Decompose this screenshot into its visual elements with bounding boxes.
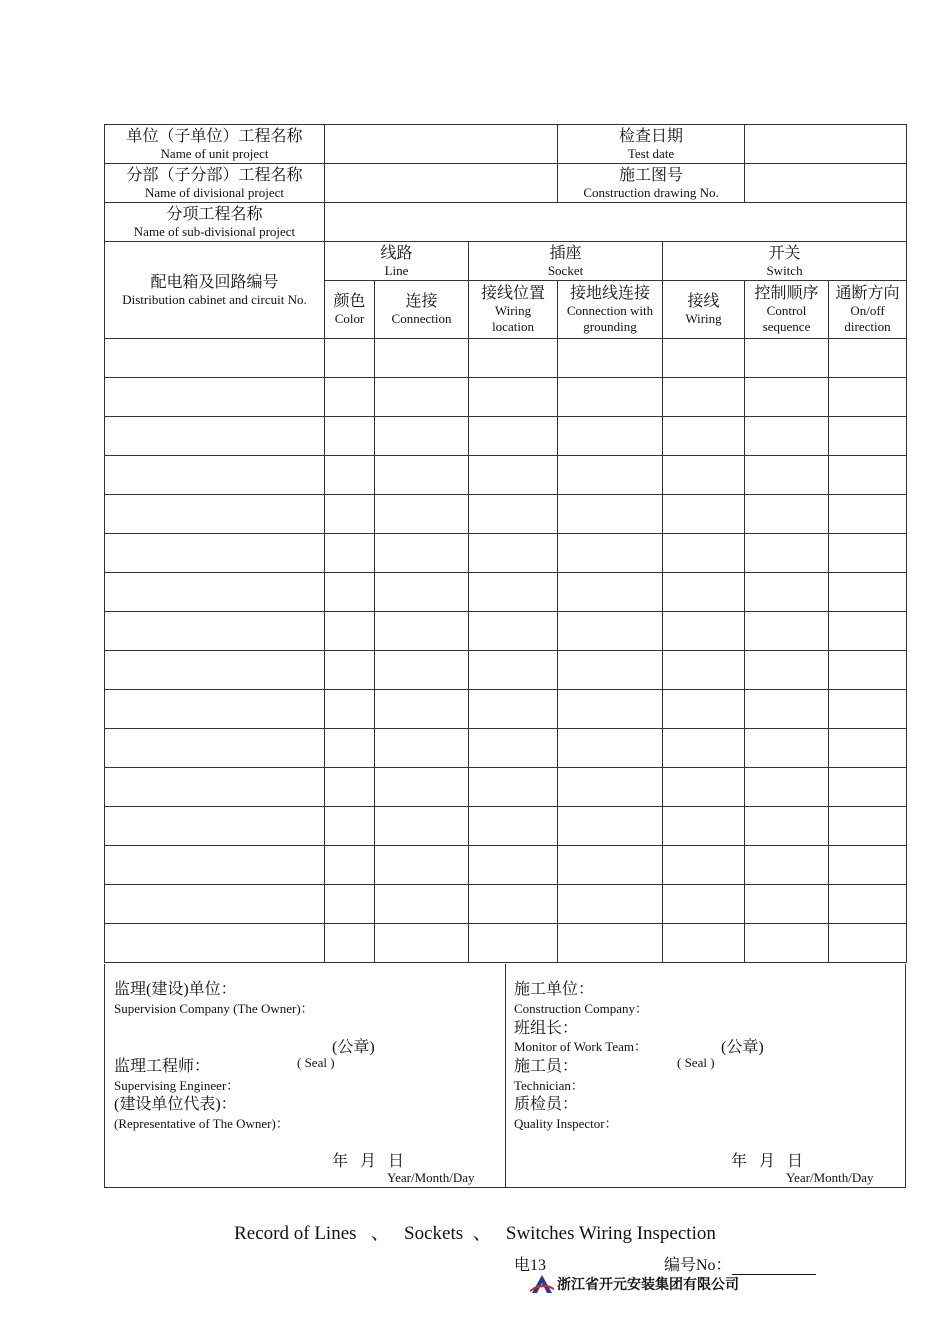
table-cell[interactable] bbox=[105, 495, 325, 534]
table-cell[interactable] bbox=[558, 417, 663, 456]
construction-company-label: 施工单位： bbox=[514, 981, 595, 998]
table-cell[interactable] bbox=[663, 573, 745, 612]
company-brand bbox=[530, 1274, 739, 1294]
table-cell[interactable] bbox=[469, 573, 558, 612]
divisional-project-value[interactable] bbox=[325, 164, 558, 203]
table-cell[interactable] bbox=[558, 768, 663, 807]
quality-inspector-label-en: Quality Inspector： bbox=[514, 1116, 618, 1131]
drawing-no-value[interactable] bbox=[745, 164, 907, 203]
table-cell[interactable] bbox=[663, 378, 745, 417]
table-cell[interactable] bbox=[829, 456, 907, 495]
table-cell[interactable] bbox=[745, 807, 829, 846]
table-cell[interactable] bbox=[325, 417, 375, 456]
table-cell[interactable] bbox=[469, 534, 558, 573]
supervision-date-label-en: Year/Month/Day bbox=[387, 1170, 475, 1185]
table-cell[interactable] bbox=[829, 573, 907, 612]
table-cell[interactable] bbox=[325, 534, 375, 573]
inspection-form bbox=[104, 124, 906, 963]
table-cell[interactable] bbox=[663, 807, 745, 846]
table-cell[interactable] bbox=[663, 690, 745, 729]
table-cell[interactable] bbox=[663, 651, 745, 690]
table-cell[interactable] bbox=[829, 534, 907, 573]
table-row bbox=[105, 573, 907, 612]
table-cell[interactable] bbox=[558, 534, 663, 573]
company-name: 浙江省开元安装集团有限公司 bbox=[557, 1277, 739, 1293]
table-cell[interactable] bbox=[745, 612, 829, 651]
quality-inspector-label: 质检员： bbox=[514, 1096, 579, 1113]
table-cell[interactable] bbox=[105, 534, 325, 573]
supervision-signature-block bbox=[105, 964, 506, 1187]
table-cell[interactable] bbox=[105, 378, 325, 417]
owner-representative-label: (建设单位代表)： bbox=[114, 1096, 237, 1113]
table-cell[interactable] bbox=[105, 573, 325, 612]
table-cell[interactable] bbox=[558, 885, 663, 924]
table-cell[interactable] bbox=[469, 690, 558, 729]
technician-label: 施工员： bbox=[514, 1058, 579, 1075]
table-cell[interactable] bbox=[745, 846, 829, 885]
table-cell[interactable] bbox=[558, 573, 663, 612]
table-cell[interactable] bbox=[745, 885, 829, 924]
table-cell[interactable] bbox=[663, 417, 745, 456]
table-cell[interactable] bbox=[469, 846, 558, 885]
table-row bbox=[105, 807, 907, 846]
subdivisional-project-value[interactable] bbox=[325, 203, 907, 242]
table-cell[interactable] bbox=[105, 807, 325, 846]
cabinet-circuit-header: 配电箱及回路编号 Distribution cabinet and circuit No. bbox=[105, 242, 325, 339]
table-cell[interactable] bbox=[105, 729, 325, 768]
unit-project-label: 单位（子单位）工程名称 Name of unit project bbox=[105, 125, 325, 164]
form-title: Record of Lines 、 Sockets 、 Switches Wiring Inspection bbox=[234, 1223, 716, 1244]
table-cell[interactable] bbox=[325, 885, 375, 924]
supervision-seal-label-en: ( Seal ) bbox=[297, 1055, 335, 1070]
signature-section bbox=[104, 964, 906, 1188]
table-row bbox=[105, 651, 907, 690]
grounding-header: 接地线连接 Connection with grounding bbox=[558, 281, 663, 339]
table-cell[interactable] bbox=[375, 612, 469, 651]
table-cell[interactable] bbox=[663, 846, 745, 885]
table-cell[interactable] bbox=[745, 924, 829, 963]
table-cell[interactable] bbox=[325, 807, 375, 846]
table-cell[interactable] bbox=[829, 378, 907, 417]
table-cell[interactable] bbox=[558, 924, 663, 963]
table-cell[interactable] bbox=[745, 495, 829, 534]
table-cell[interactable] bbox=[375, 573, 469, 612]
table-cell[interactable] bbox=[663, 924, 745, 963]
supervision-date-label: 年 月 日 bbox=[332, 1153, 405, 1170]
form-number-field[interactable] bbox=[732, 1259, 816, 1275]
table-cell[interactable] bbox=[745, 729, 829, 768]
table-cell[interactable] bbox=[375, 534, 469, 573]
table-cell[interactable] bbox=[375, 651, 469, 690]
table-cell[interactable] bbox=[469, 768, 558, 807]
table-cell[interactable] bbox=[469, 417, 558, 456]
table-cell[interactable] bbox=[105, 885, 325, 924]
table-cell[interactable] bbox=[469, 495, 558, 534]
table-cell[interactable] bbox=[325, 846, 375, 885]
table-cell[interactable] bbox=[829, 339, 907, 378]
table-cell[interactable] bbox=[829, 690, 907, 729]
table-cell[interactable] bbox=[663, 729, 745, 768]
table-row bbox=[105, 417, 907, 456]
table-row bbox=[105, 612, 907, 651]
supervising-engineer-label: 监理工程师： bbox=[114, 1058, 211, 1075]
table-row bbox=[105, 495, 907, 534]
subdivisional-project-label: 分项工程名称 Name of sub-divisional project bbox=[105, 203, 325, 242]
table-cell[interactable] bbox=[325, 924, 375, 963]
table-cell[interactable] bbox=[375, 417, 469, 456]
table-cell[interactable] bbox=[829, 924, 907, 963]
construction-signature-block bbox=[505, 964, 905, 1187]
table-cell[interactable] bbox=[558, 495, 663, 534]
supervising-engineer-label-en: Supervising Engineer： bbox=[114, 1078, 240, 1093]
table-cell[interactable] bbox=[558, 651, 663, 690]
table-cell[interactable] bbox=[105, 651, 325, 690]
table-cell[interactable] bbox=[105, 417, 325, 456]
table-cell[interactable] bbox=[325, 729, 375, 768]
table-cell[interactable] bbox=[745, 378, 829, 417]
table-cell[interactable] bbox=[558, 690, 663, 729]
table-cell[interactable] bbox=[829, 846, 907, 885]
table-cell[interactable] bbox=[829, 612, 907, 651]
table-cell[interactable] bbox=[829, 417, 907, 456]
table-row bbox=[105, 768, 907, 807]
connection-header: 连接 Connection bbox=[375, 281, 469, 339]
wiring-location-header: 接线位置 Wiring location bbox=[469, 281, 558, 339]
table-cell[interactable] bbox=[558, 456, 663, 495]
team-monitor-label-en: Monitor of Work Team： bbox=[514, 1039, 647, 1054]
table-cell[interactable] bbox=[325, 339, 375, 378]
table-cell[interactable] bbox=[325, 573, 375, 612]
table-cell[interactable] bbox=[745, 690, 829, 729]
table-cell[interactable] bbox=[745, 573, 829, 612]
table-cell[interactable] bbox=[375, 807, 469, 846]
table-cell[interactable] bbox=[558, 378, 663, 417]
table-cell[interactable] bbox=[469, 807, 558, 846]
table-cell[interactable] bbox=[663, 339, 745, 378]
table-cell[interactable] bbox=[375, 339, 469, 378]
table-cell[interactable] bbox=[745, 417, 829, 456]
construction-seal-label-en: ( Seal ) bbox=[677, 1055, 715, 1070]
table-cell[interactable] bbox=[469, 924, 558, 963]
owner-representative-label-en: (Representative of The Owner)： bbox=[114, 1116, 289, 1131]
line-group-header: 线路 Line bbox=[325, 242, 469, 281]
table-cell[interactable] bbox=[375, 924, 469, 963]
technician-label-en: Technician： bbox=[514, 1078, 584, 1093]
company-logo-icon bbox=[530, 1274, 554, 1294]
socket-group-header: 插座 Socket bbox=[469, 242, 663, 281]
unit-project-value[interactable] bbox=[325, 125, 558, 164]
table-cell[interactable] bbox=[105, 456, 325, 495]
table-row bbox=[105, 339, 907, 378]
table-cell[interactable] bbox=[325, 612, 375, 651]
table-cell[interactable] bbox=[469, 729, 558, 768]
table-cell[interactable] bbox=[558, 729, 663, 768]
test-date-label: 检查日期 Test date bbox=[558, 125, 745, 164]
table-row bbox=[105, 456, 907, 495]
table-cell[interactable] bbox=[375, 378, 469, 417]
table-cell[interactable] bbox=[325, 651, 375, 690]
wiring-header: 接线 Wiring bbox=[663, 281, 745, 339]
test-date-value[interactable] bbox=[745, 125, 907, 164]
color-header: 颜色 Color bbox=[325, 281, 375, 339]
table-cell[interactable] bbox=[558, 612, 663, 651]
table-cell[interactable] bbox=[375, 846, 469, 885]
table-cell[interactable] bbox=[829, 807, 907, 846]
table-cell[interactable] bbox=[745, 456, 829, 495]
table-cell[interactable] bbox=[375, 768, 469, 807]
table-cell[interactable] bbox=[663, 768, 745, 807]
table-cell[interactable] bbox=[558, 807, 663, 846]
table-cell[interactable] bbox=[105, 768, 325, 807]
construction-date-label-en: Year/Month/Day bbox=[786, 1170, 874, 1185]
table-row bbox=[105, 729, 907, 768]
table-cell[interactable] bbox=[469, 885, 558, 924]
table-cell[interactable] bbox=[325, 456, 375, 495]
supervision-seal-label: (公章) bbox=[332, 1039, 375, 1056]
table-cell[interactable] bbox=[325, 690, 375, 729]
table-cell[interactable] bbox=[558, 339, 663, 378]
table-cell[interactable] bbox=[105, 924, 325, 963]
table-cell[interactable] bbox=[829, 729, 907, 768]
table-row bbox=[105, 846, 907, 885]
divisional-project-label: 分部（子分部）工程名称 Name of divisional project bbox=[105, 164, 325, 203]
table-cell[interactable] bbox=[829, 495, 907, 534]
construction-company-label-en: Construction Company： bbox=[514, 1001, 648, 1016]
table-cell[interactable] bbox=[663, 612, 745, 651]
table-cell[interactable] bbox=[558, 846, 663, 885]
table-cell[interactable] bbox=[663, 495, 745, 534]
form-number-label: 编号No： bbox=[664, 1257, 732, 1274]
table-cell[interactable] bbox=[469, 456, 558, 495]
table-cell[interactable] bbox=[469, 612, 558, 651]
table-cell[interactable] bbox=[829, 768, 907, 807]
table-cell[interactable] bbox=[325, 495, 375, 534]
construction-date-label: 年 月 日 bbox=[731, 1153, 804, 1170]
table-cell[interactable] bbox=[375, 885, 469, 924]
table-cell[interactable] bbox=[829, 885, 907, 924]
table-row bbox=[105, 378, 907, 417]
table-cell[interactable] bbox=[469, 651, 558, 690]
inspection-table bbox=[104, 124, 907, 963]
table-cell[interactable] bbox=[745, 768, 829, 807]
table-cell[interactable] bbox=[105, 846, 325, 885]
onoff-direction-header: 通断方向 On/off direction bbox=[829, 281, 907, 339]
table-cell[interactable] bbox=[375, 495, 469, 534]
table-cell[interactable] bbox=[105, 612, 325, 651]
form-number bbox=[664, 1252, 816, 1275]
table-row bbox=[105, 534, 907, 573]
table-cell[interactable] bbox=[663, 456, 745, 495]
supervision-company-label-en: Supervision Company (The Owner)： bbox=[114, 1001, 314, 1016]
form-code: 电13 bbox=[514, 1257, 547, 1274]
table-cell[interactable] bbox=[375, 456, 469, 495]
table-cell[interactable] bbox=[745, 339, 829, 378]
team-monitor-label: 班组长： bbox=[514, 1020, 579, 1037]
table-cell[interactable] bbox=[469, 339, 558, 378]
table-cell[interactable] bbox=[745, 534, 829, 573]
supervision-company-label: 监理(建设)单位： bbox=[114, 981, 237, 998]
table-cell[interactable] bbox=[325, 378, 375, 417]
table-row bbox=[105, 924, 907, 963]
table-row bbox=[105, 690, 907, 729]
table-cell[interactable] bbox=[375, 690, 469, 729]
table-cell[interactable] bbox=[375, 729, 469, 768]
table-cell[interactable] bbox=[745, 651, 829, 690]
construction-seal-label: (公章) bbox=[721, 1039, 764, 1056]
table-row bbox=[105, 885, 907, 924]
table-cell[interactable] bbox=[663, 885, 745, 924]
table-cell[interactable] bbox=[325, 768, 375, 807]
table-cell[interactable] bbox=[469, 378, 558, 417]
table-cell[interactable] bbox=[105, 339, 325, 378]
table-cell[interactable] bbox=[105, 690, 325, 729]
table-cell[interactable] bbox=[663, 534, 745, 573]
control-sequence-header: 控制顺序 Control sequence bbox=[745, 281, 829, 339]
switch-group-header: 开关 Switch bbox=[663, 242, 907, 281]
table-cell[interactable] bbox=[829, 651, 907, 690]
drawing-no-label: 施工图号 Construction drawing No. bbox=[558, 164, 745, 203]
